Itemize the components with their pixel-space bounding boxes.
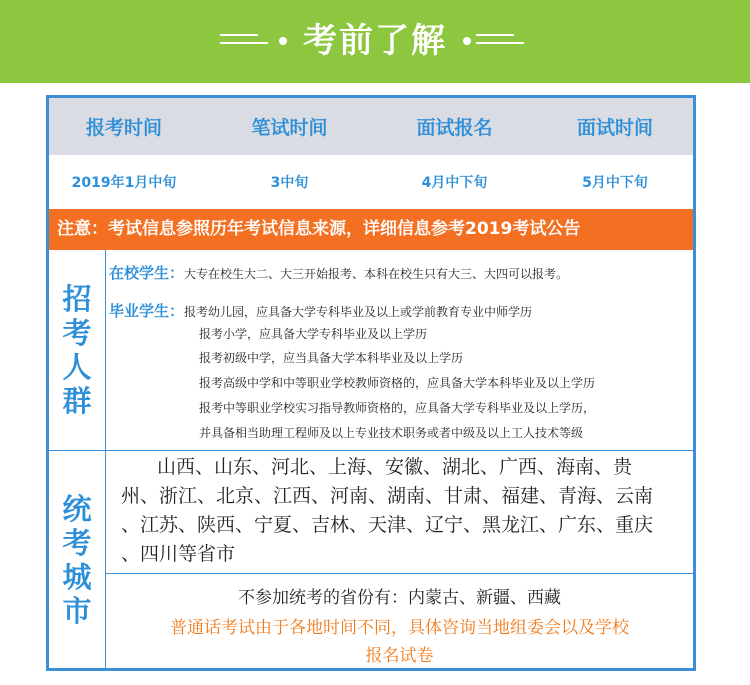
column-header: 面试报名 (416, 117, 493, 139)
schedule-date: 5月中下旬 (582, 175, 648, 191)
students-text: 大专在校生大二、大三开始报考、本科在校生只有大三、大四可以报考。 (184, 267, 569, 281)
regions-label-text: 统考城市 (62, 491, 92, 628)
title-decoration-right (476, 34, 524, 50)
graduates-line: 报考高级中学和中等职业学校教师资格的，应具备大学本科毕业及以上学历 (199, 376, 596, 390)
graduates-line: 报考小学，应具备大学专科毕业及以上学历 (199, 327, 428, 341)
region-line: 、江苏、陕西、宁夏、吉林、天津、辽宁、黑龙江、广东、重庆 (121, 514, 654, 536)
mandarin-note (106, 614, 693, 670)
graduates-row (109, 300, 532, 321)
graduates-line: 报考中等职业学校实习指导教师资格的，应具备大学专科毕业及以上学历， (199, 401, 596, 415)
schedule-date: 4月中下旬 (421, 175, 488, 191)
column-header: 笔试时间 (251, 117, 328, 139)
eligibility-label (49, 250, 106, 450)
region-list (121, 453, 693, 571)
column-header: 报考时间 (85, 117, 162, 139)
note-line: 报名试卷 (365, 646, 434, 666)
info-panel (46, 95, 696, 671)
region-line: 州、浙江、北京、江西、河南、湖南、甘肃、福建、青海、云南 (121, 485, 654, 507)
title-dot-right (463, 37, 471, 45)
region-line: 、四川等省市 (121, 543, 236, 565)
section-divider (49, 450, 693, 451)
region-line: 山西、山东、河北、上海、安徽、湖北、广西、海南、贵 (157, 456, 633, 478)
schedule-date: 3中旬 (270, 175, 309, 191)
eligibility-label-text: 招考人群 (62, 282, 92, 418)
schedule-header-row (49, 98, 693, 155)
excluded-regions: 不参加统考的省份有：内蒙古、新疆、西藏 (238, 588, 561, 608)
graduates-label: 毕业学生： (109, 302, 185, 320)
regions-label (49, 451, 106, 668)
eligibility-section (109, 250, 693, 450)
notice-bar: 注意：考试信息参照历年考试信息来源，详细信息参考2019考试公告 (49, 209, 693, 250)
graduates-line: 报考初级中学，应当具备大学本科毕业及以上学历 (199, 351, 464, 365)
schedule-date: 2019年1月中旬 (71, 175, 177, 191)
region-notes (106, 574, 693, 670)
graduates-line: 并具备相当助理工程师及以上专业技术职务或者中级及以上工人技术等级 (199, 426, 584, 440)
page-title: 考前了解 (303, 21, 447, 61)
note-line: 普通话考试由于各地时间不同，具体咨询当地组委会以及学校 (170, 618, 629, 638)
students-row (109, 262, 568, 283)
column-header: 面试时间 (576, 117, 653, 139)
schedule-date-row (49, 155, 693, 210)
graduates-line: 报考幼儿园，应具备大学专科毕业及以上或学前教育专业中师学历 (184, 305, 533, 319)
students-label: 在校学生： (109, 264, 185, 282)
